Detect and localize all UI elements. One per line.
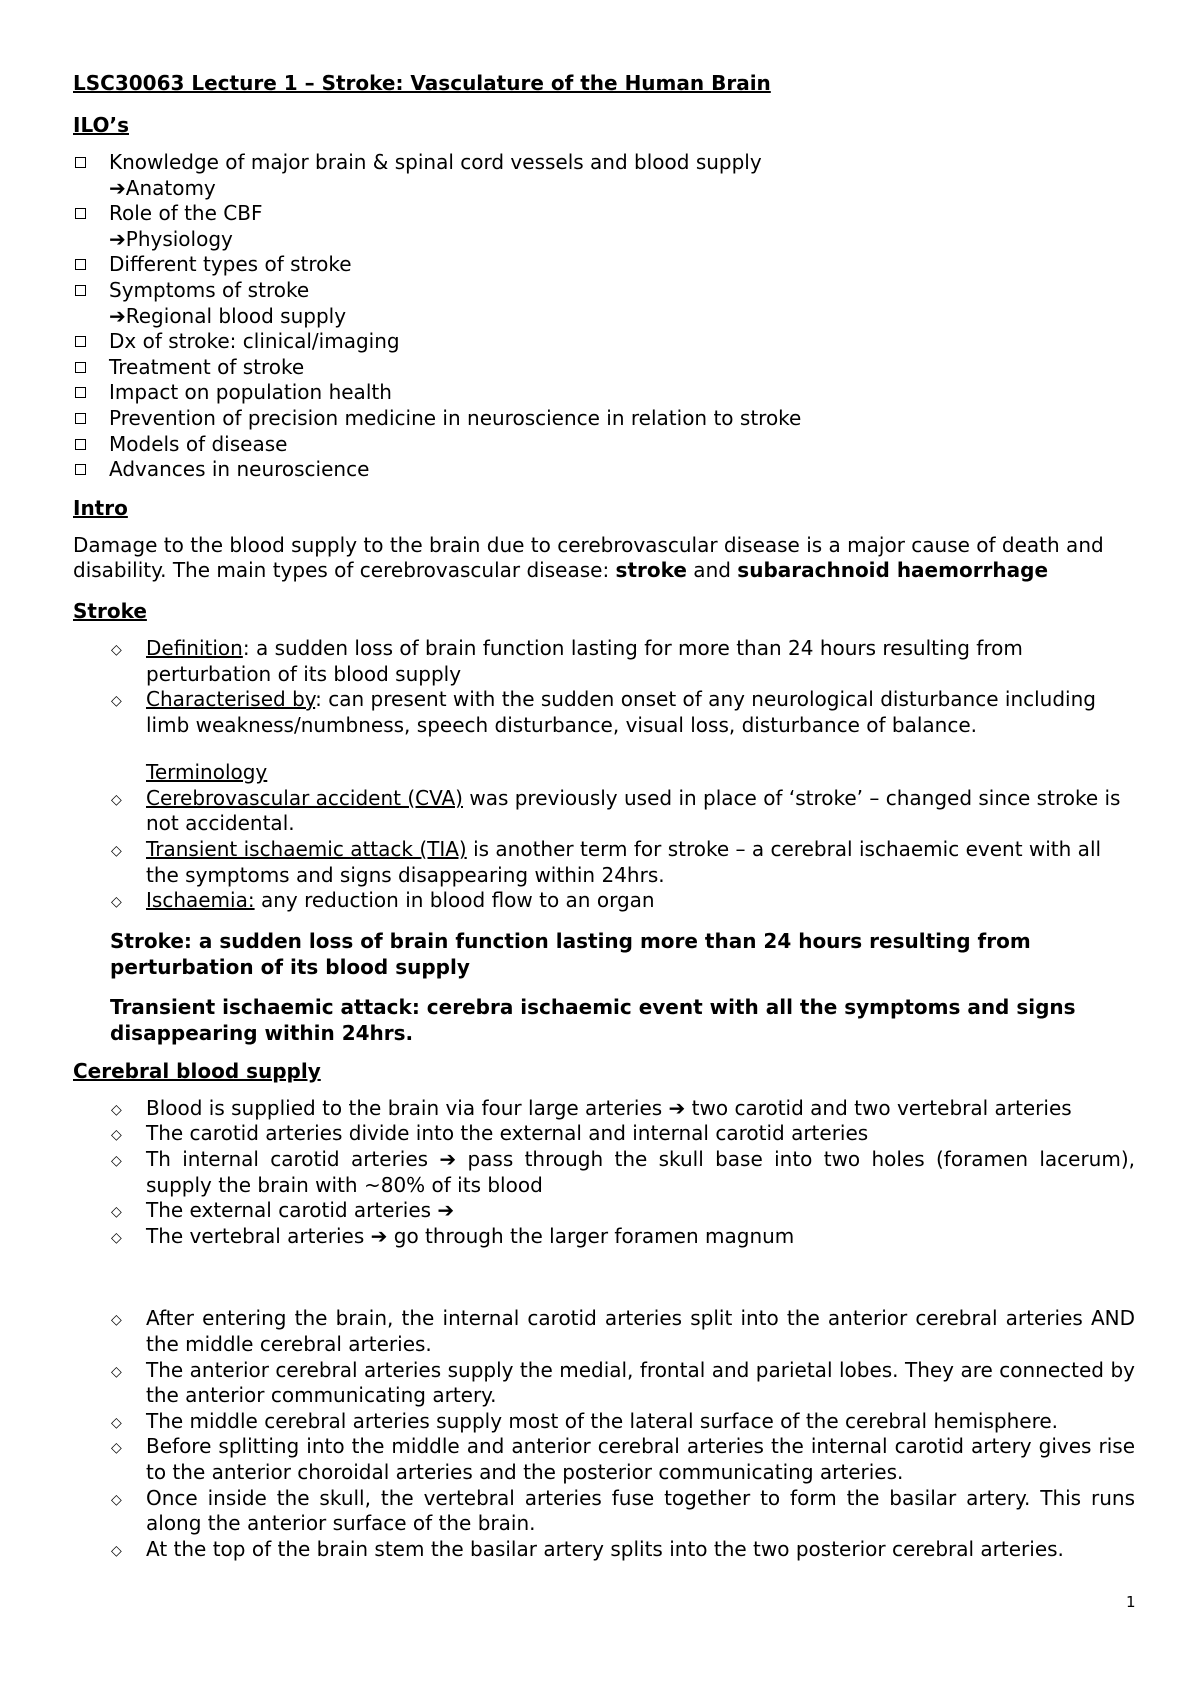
list-item-text: At the top of the brain stem the basilar artery splits into the two posterior cerebral arteries. [146,1536,1064,1561]
diamond-bullet-icon: ◇ [111,1153,122,1170]
tia-summary: Transient ischaemic attack: cerebra ischaemic event with all the symptoms and signs disappearing within 24hrs. [110,994,1076,1045]
diamond-bullet-icon: ◇ [111,791,122,808]
ilo-text: Role of the CBF [109,201,263,226]
blood-supply-list-2 [73,1306,1135,1562]
list-item-text: Th internal carotid arteries ➔ pass through the skull base into two holes (foramen lacerum), supply the brain with ~80% of its blood [146,1147,1135,1197]
checkbox-icon [75,362,86,373]
ilo-text: Impact on population health [109,380,392,405]
list-item-text: Blood is supplied to the brain via four large arteries ➔ two carotid and two vertebral arteries [146,1095,1072,1120]
definition-text: : a sudden loss of brain function lasting for more than 24 hours resulting from perturbation of its blood supply [146,635,1023,686]
document-page [73,68,1135,1562]
diamond-bullet-icon: ◇ [111,1312,122,1329]
checkbox-icon [75,439,86,450]
ilo-item [73,252,1135,278]
ilo-item [73,380,1135,406]
ilos-heading: ILO’s [73,113,129,137]
characterised-label: Characterised by [146,687,316,712]
ilo-text: Knowledge of major brain & spinal cord vessels and blood supply [109,150,762,174]
list-item [73,1121,1135,1147]
cva-text: was previously used in place of ‘stroke’ – changed since stroke is not accidental. [146,785,1121,836]
ilo-subitem: ➔Anatomy [109,175,216,200]
list-item [73,1358,1135,1409]
list-item [73,687,1135,738]
checkbox-icon [75,413,86,424]
diamond-bullet-icon: ◇ [111,1542,122,1559]
intro-text: and [686,558,738,583]
page-number: 1 [1126,1593,1136,1611]
list-item-text: The carotid arteries divide into the external and internal carotid arteries [146,1121,869,1146]
checkbox-icon [75,387,86,398]
diamond-bullet-icon: ◇ [111,1204,122,1221]
list-item [73,1198,1135,1224]
checkbox-icon [75,464,86,475]
list-item-text: The external carotid arteries ➔ [146,1198,455,1223]
terminology-list [73,786,1135,914]
ischaemia-text: any reduction in blood flow to an organ [254,888,655,913]
list-item [73,1434,1135,1485]
list-item [73,1486,1135,1537]
list-item-text: The middle cerebral arteries supply most of the lateral surface of the cerebral hemisphere. [146,1408,1059,1433]
blood-supply-list-1 [73,1096,1135,1250]
blood-supply-heading: Cerebral blood supply [73,1058,321,1083]
list-item [73,1409,1135,1435]
ilo-text: Treatment of stroke [109,354,305,379]
ilo-subitem: ➔Physiology [109,226,233,251]
ilo-item [73,432,1135,458]
checkbox-icon [75,285,86,296]
document-title: LSC30063 Lecture 1 – Stroke: Vasculature of the Human Brain [73,71,771,95]
intro-heading: Intro [73,495,128,520]
diamond-bullet-icon: ◇ [111,1229,122,1246]
list-item [73,1096,1135,1122]
ilo-text: Models of disease [109,431,288,456]
list-item [73,1147,1135,1198]
diamond-bullet-icon: ◇ [111,894,122,911]
list-item [73,888,1135,914]
list-item [73,837,1135,888]
ilo-item [73,201,1135,227]
ilo-list [73,150,1135,483]
tia-text: is another term for stroke – a cerebral ischaemic event with all the symptoms and signs disappearing within 24hrs. [146,837,1102,887]
list-item [73,786,1135,837]
characterised-text: : can present with the sudden onset of any neurological disturbance including limb weakness/numbness, speech disturbance, visual loss, disturbance of balance. [146,687,1096,737]
ilo-text: Prevention of precision medicine in neuroscience in relation to stroke [109,405,802,430]
intro-paragraph [73,533,1135,584]
intro-text: Damage to the blood supply to the brain due to cerebrovascular disease is a major cause of death and disability. The main types of cerebrovascular disease: [73,532,1104,583]
ilo-item [73,150,1135,176]
diamond-bullet-icon: ◇ [111,1363,122,1380]
cva-label: Cerebrovascular accident (CVA) [146,785,463,810]
ilo-item [73,406,1135,432]
definition-label: Definition [146,635,243,660]
list-item [73,636,1135,687]
intro-bold-sah: subarachnoid haemorrhage [737,558,1049,583]
ilo-item [73,329,1135,355]
diamond-bullet-icon: ◇ [111,1491,122,1508]
list-item-text: Before splitting into the middle and anterior cerebral arteries the internal carotid artery gives rise to the anterior choroidal arteries and the posterior communicating arteries. [146,1434,1135,1484]
list-item [73,1537,1135,1563]
diamond-bullet-icon: ◇ [111,641,122,658]
ilo-text: Dx of stroke: clinical/imaging [109,329,400,354]
ilo-item [73,278,1135,304]
intro-bold-stroke: stroke [615,558,687,583]
ilo-subitem: ➔Regional blood supply [109,303,347,328]
ilo-text: Different types of stroke [109,252,352,277]
list-item-text: The anterior cerebral arteries supply the medial, frontal and parietal lobes. They are connected by the anterior communicating artery. [146,1357,1135,1408]
ilo-item [73,457,1135,483]
tia-label: Transient ischaemic attack (TIA) [146,837,467,862]
diamond-bullet-icon: ◇ [111,693,122,710]
checkbox-icon [75,208,86,219]
checkbox-icon [75,157,86,168]
ilo-text: Symptoms of stroke [109,277,310,302]
ilo-text: Advances in neuroscience [109,457,370,482]
stroke-summary: Stroke: a sudden loss of brain function lasting more than 24 hours resulting from perturbation of its blood supply [110,928,1031,979]
diamond-bullet-icon: ◇ [111,1127,122,1144]
checkbox-icon [75,259,86,270]
stroke-list [73,636,1135,738]
ischaemia-label: Ischaemia: [146,888,255,913]
terminology-label: Terminology [146,760,268,785]
list-item-text: After entering the brain, the internal carotid arteries split into the anterior cerebral arteries AND the middle cerebral arteries. [146,1306,1135,1356]
diamond-bullet-icon: ◇ [111,1414,122,1431]
stroke-heading: Stroke [73,598,147,623]
list-item-text: Once inside the skull, the vertebral arteries fuse together to form the basilar artery. This runs along the anterior surface of the brain. [146,1485,1135,1536]
diamond-bullet-icon: ◇ [111,843,122,860]
list-item [73,1306,1135,1357]
list-item-text: The vertebral arteries ➔ go through the larger foramen magnum [146,1223,795,1248]
list-item [73,1224,1135,1250]
diamond-bullet-icon: ◇ [111,1440,122,1457]
checkbox-icon [75,336,86,347]
ilo-item [73,355,1135,381]
diamond-bullet-icon: ◇ [111,1101,122,1118]
